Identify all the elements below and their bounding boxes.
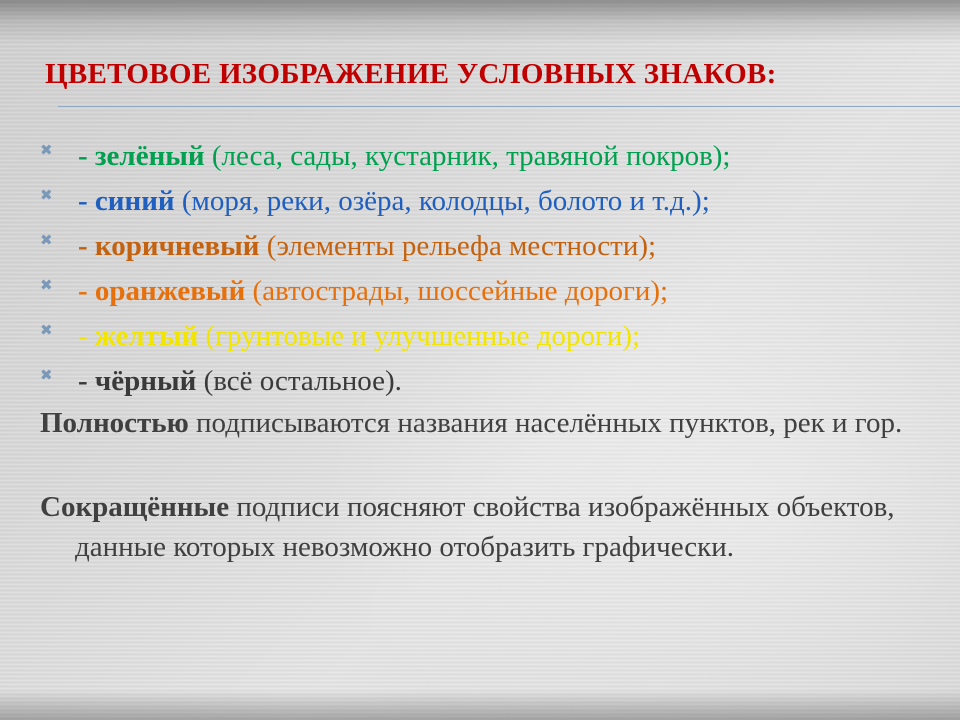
slide-title: ЦВЕТОВОЕ ИЗОБРАЖЕНИЕ УСЛОВНЫХ ЗНАКОВ: xyxy=(45,58,777,90)
item-keyword: - оранжевый xyxy=(78,275,246,307)
list-item-blue xyxy=(40,183,940,228)
color-legend-list xyxy=(40,138,940,408)
paragraph-lead: Полностью xyxy=(40,407,189,439)
x-bullet-icon: ✖ xyxy=(40,368,53,384)
x-bullet-icon: ✖ xyxy=(40,323,53,339)
item-keyword: - желтый xyxy=(78,320,199,352)
title-divider xyxy=(58,106,960,107)
item-keyword: - чёрный xyxy=(78,365,197,397)
top-shadow xyxy=(0,0,960,44)
list-item-green xyxy=(40,138,940,183)
list-item-black xyxy=(40,363,940,408)
paragraph-lead: Сокращённые xyxy=(40,491,230,523)
x-bullet-icon: ✖ xyxy=(40,278,53,294)
item-description: (автострады, шоссейные дороги); xyxy=(245,275,669,307)
list-item-yellow xyxy=(40,318,940,363)
item-description: (всё остальное). xyxy=(196,365,402,397)
x-bullet-icon: ✖ xyxy=(40,188,53,204)
list-item-brown xyxy=(40,228,940,273)
x-bullet-icon: ✖ xyxy=(40,143,53,159)
paragraph-text: подписываются названия населённых пунктов, рек и гор. xyxy=(188,407,903,439)
bottom-shadow xyxy=(0,690,960,720)
item-keyword: - зелёный xyxy=(78,140,205,172)
x-bullet-icon: ✖ xyxy=(40,233,53,249)
item-description: (моря, реки, озёра, колодцы, болото и т.д.); xyxy=(174,185,710,217)
paragraph-abbreviated-labels xyxy=(40,487,960,567)
item-description: (элементы рельефа местности); xyxy=(259,230,657,262)
item-keyword: - синий xyxy=(78,185,175,217)
list-item-orange xyxy=(40,273,940,318)
paragraph-text: подписи поясняют свойства изображённых объектов, данные которых невозможно отобразить графически. xyxy=(75,491,895,563)
item-keyword: - коричневый xyxy=(78,230,260,262)
paragraph-full-labels xyxy=(40,403,960,443)
item-description: (грунтовые и улучшенные дороги); xyxy=(198,320,641,352)
item-description: (леса, сады, кустарник, травяной покров); xyxy=(204,140,731,172)
